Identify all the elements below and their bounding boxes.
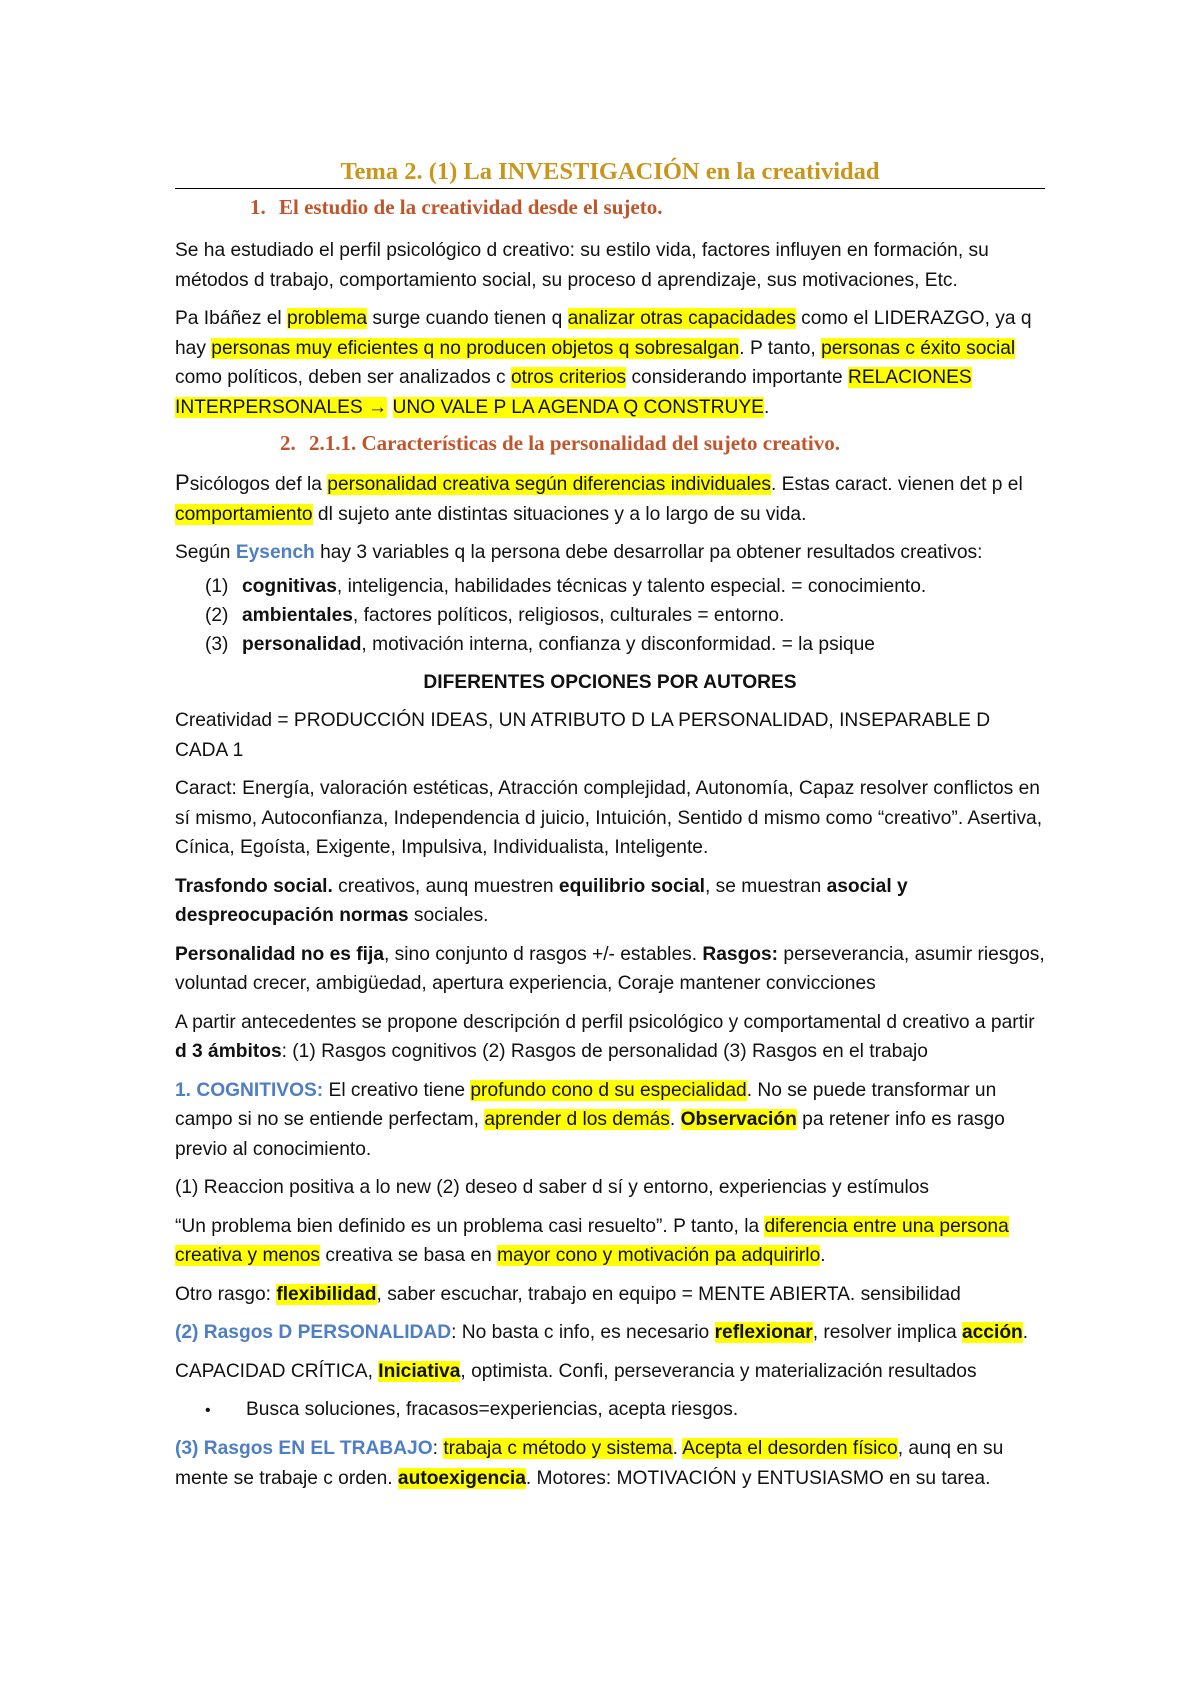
highlight: comportamiento [175,503,313,525]
highlight: reflexionar [714,1322,813,1343]
p2-text: . P tanto, [739,337,822,359]
p6-text: : Energía, valoración estéticas, Atracción complejidad, Autonomía, Capaz resolver conflictos en sí mismo, Autoconfianza, Independencia d juicio, Intuición, Sentido d mismo como “creativo”. Asertiva, Cínica, Egoísta, Exigente, Impulsiva, Individualista, Inteligente. [175,778,1043,858]
variables-list [175,572,1045,659]
highlight: RELACIONES INTERPERSONALES [175,367,972,418]
p10-text: . No se puede transformar un campo si no se entiende perfectam, [175,1079,997,1130]
highlight: mayor cono y motivación pa adquirirlo [497,1245,821,1266]
paragraph-11: (1) Reaccion positiva a lo new (2) deseo d saber d sí y entorno, experiencias y estímulos [175,1177,930,1198]
p3-text: . Estas caract. vienen det p el [771,474,1023,495]
bold-term: asocial y despreocupación normas [175,875,908,926]
p15-text: , optimista. Confi, perseverancia y materialización resultados [460,1360,977,1382]
subheading-text: DIFERENTES OPCIONES POR AUTORES [423,671,797,693]
p16-text: : [432,1438,444,1459]
highlight: Iniciativa [378,1360,461,1382]
arrow-right-icon: → [368,396,388,418]
list-item [175,630,1045,659]
section-1-text: El estudio de la creatividad desde el sujeto. [279,195,663,219]
p10-text: El creativo tiene [323,1079,471,1101]
document-page [175,155,1045,1502]
highlight: otros criterios [510,367,627,388]
p16-text: , aunq en su mente se trabaje c orden. [175,1438,1004,1489]
bold-term: Rasgos: [702,943,779,965]
list-number: (1) [205,575,229,597]
paragraph-1: Se ha estudiado el perfil psicológico d creativo: su estilo vida, factores influyen en formación, su métodos d trabajo, comportamiento social, su proceso d aprendizaje, sus motivaciones, Etc. [175,240,989,291]
paragraph-14 [175,1318,1045,1348]
paragraph-8 [175,940,1045,999]
list-number: (3) [205,633,229,655]
paragraph-5: Creatividad = PRODUCCIÓN IDEAS, UN ATRIBUTO D LA PERSONALIDAD, INSEPARABLE D CADA 1 [175,710,991,761]
p8-text: , sino conjunto d rasgos +/- estables. [384,943,703,965]
list-term: ambientales [242,604,353,626]
p2-text [387,397,392,418]
highlight: Observación [680,1109,797,1130]
p16-text: . [672,1438,683,1459]
subheading [175,668,1045,698]
paragraph-16 [175,1434,1045,1493]
p4-text: hay 3 variables q la persona debe desarrollar pa obtener resultados creativos: [314,542,983,563]
blue-heading: 1. COGNITIVOS: [175,1079,324,1101]
p12-text: . [820,1245,826,1266]
highlight: diferencia entre una persona creativa y menos [175,1215,1009,1266]
list-text: , inteligencia, habilidades técnicas y talento especial. = conocimiento. [336,575,927,597]
p3-initial: P [175,470,190,495]
section-1-heading [250,195,1045,220]
blue-heading: (3) Rasgos EN EL TRABAJO [175,1438,433,1459]
p10-text: . [669,1109,681,1130]
paragraph-2 [175,304,1045,422]
section-2-text: 2.1.1. Características de la personalidad del sujeto creativo. [309,431,840,455]
list-item [175,572,1045,601]
section-1-number: 1. [250,195,266,219]
list-term: cognitivas [242,575,337,597]
bold-term: equilibrio social [558,875,705,897]
p2-text: como el LIDERAZGO, ya q hay [175,308,1032,359]
document-title: Tema 2. (1) La INVESTIGACIÓN en la creatividad [175,155,1045,189]
p8-text: perseverancia, asumir riesgos, voluntad crecer, ambigüedad, apertura experiencia, Coraje mantener convicciones [175,943,1045,994]
p7-text: creativos, aunq muestren [332,875,559,897]
p14-text: : No basta c info, es necesario [451,1322,715,1343]
p16-text: . Motores: MOTIVACIÓN y ENTUSIASMO en su tarea. [525,1467,991,1489]
p2-text: surge cuando tienen q [367,308,568,329]
list-text: , motivación interna, confianza y disconformidad. = la psique [361,633,875,655]
p4-text: Según [175,542,236,563]
p6-text: Caract [175,778,232,799]
p12-text: “Un problema bien definido es un problema casi resuelto”. P tanto, la [175,1215,765,1237]
paragraph-3 [175,468,1045,529]
p2-text: Pa Ibáñez el [175,308,288,329]
highlight: analizar otras capacidades [567,308,796,329]
paragraph-10 [175,1076,1045,1165]
p13-text: Otro rasgo: [175,1283,277,1305]
p15-text: CAPACIDAD CRÍTICA, [175,1360,379,1382]
p3-text: dl sujeto ante distintas situaciones y a lo largo de su vida. [312,503,807,525]
highlight: personas muy eficientes q no producen objetos q sobresalgan [211,337,740,359]
paragraph-9 [175,1008,1045,1067]
highlight: personas c éxito social [821,337,1016,359]
p2-text: considerando importante [626,367,848,388]
p9-text: : (1) Rasgos cognitivos (2) Rasgos de personalidad (3) Rasgos en el trabajo [281,1041,928,1062]
bullet-icon: • [205,1402,211,1419]
p7-text: , se muestran [705,875,827,897]
p14-text: . [1022,1322,1029,1343]
highlight: Acepta el desorden físico [682,1438,898,1459]
list-text: , factores políticos, religiosos, culturales = entorno. [352,604,785,626]
paragraph-7 [175,872,1045,931]
highlight: profundo cono d su especialidad [470,1079,747,1101]
section-2-heading [280,431,1045,456]
list-item [175,601,1045,630]
paragraph-12 [175,1212,1045,1271]
p3-text: sicólogos def la [189,474,328,495]
p9-text: A partir antecedentes se propone descripción d perfil psicológico y comportamental d creativo a partir [175,1011,1035,1033]
bold-term: Trasfondo social. [175,875,333,897]
author-name: Eysench [235,542,315,563]
highlight: trabaja c método y sistema [443,1438,673,1459]
paragraph-4 [175,538,1045,568]
paragraph-15 [175,1357,1045,1387]
blue-heading: (2) Rasgos D PERSONALIDAD [175,1322,452,1343]
bullet-item [175,1395,1045,1425]
bold-term: d 3 ámbitos [175,1041,282,1062]
p13-text: , saber escuchar, trabajo en equipo = MENTE ABIERTA. sensibilidad [376,1283,961,1305]
p14-text: , resolver implica [812,1322,962,1343]
section-2-number: 2. [280,431,296,455]
p10-text: pa retener info es rasgo previo al conocimiento. [175,1109,1005,1160]
paragraph-6 [175,774,1045,863]
highlight: UNO VALE P LA AGENDA Q CONSTRUYE [392,396,764,418]
highlight: aprender d los demás [484,1109,670,1130]
highlight: personalidad creativa según diferencias individuales [327,474,772,495]
highlight: acción [961,1322,1023,1343]
highlight: flexibilidad [276,1283,377,1305]
list-number: (2) [205,604,229,626]
p7-text: sociales. [408,905,489,926]
p12-text: creativa se basa en [320,1245,498,1266]
paragraph-13 [175,1280,1045,1310]
bold-term: Personalidad no es fija [175,943,384,965]
highlight: problema [287,308,368,329]
p2-text: como políticos, deben ser analizados c [175,367,511,388]
bullet-text: Busca soluciones, fracasos=experiencias, acepta riesgos. [246,1399,739,1420]
list-term: personalidad [242,633,362,655]
highlight: autoexigencia [397,1467,526,1489]
p2-text: . [763,396,770,418]
